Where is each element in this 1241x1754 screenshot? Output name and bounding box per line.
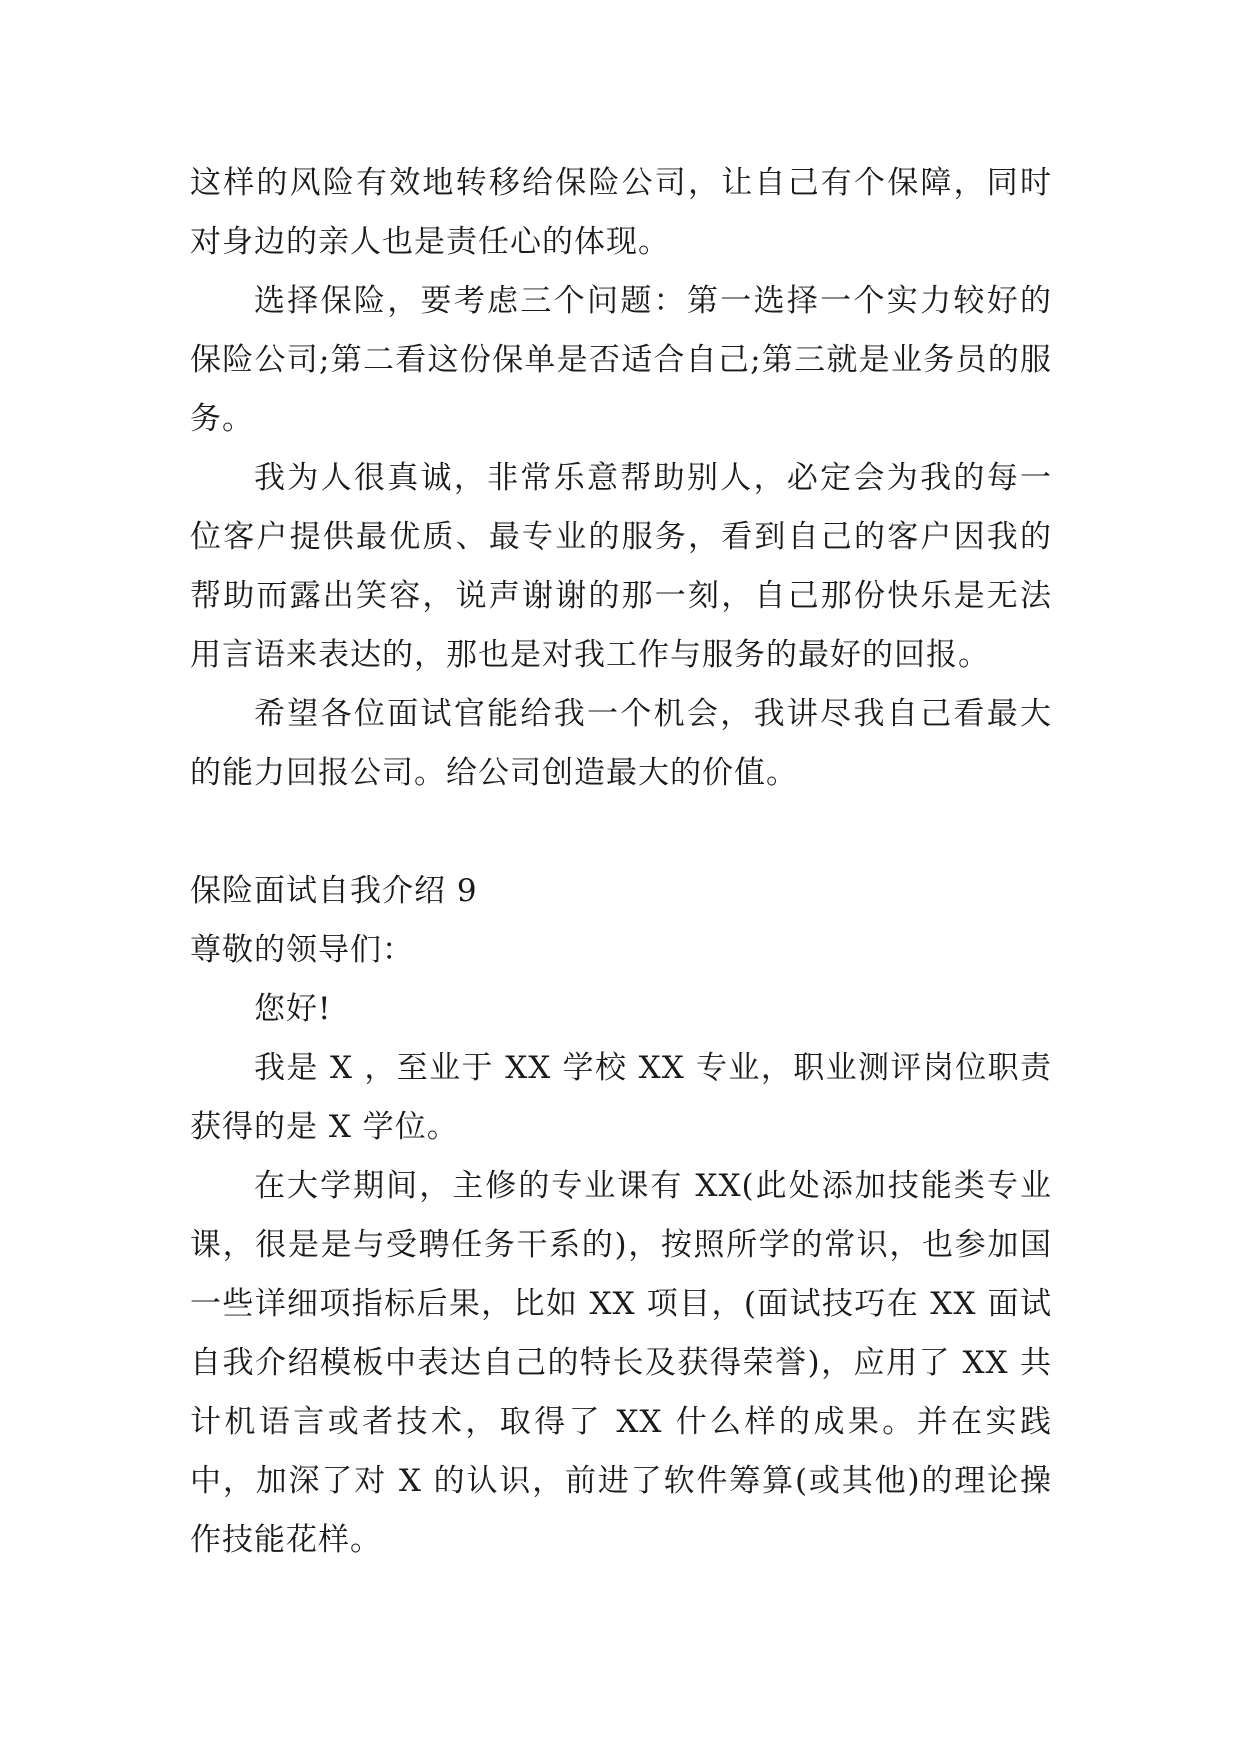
paragraph-hope: 希望各位面试官能给我一个机会，我讲尽我自己看最大的能力回报公司。给公司创造最大的价值。 <box>190 696 1052 791</box>
section-heading: 保险面试自我介绍 9 <box>190 873 478 909</box>
paragraph-sincerity: 我为人很真诚，非常乐意帮助别人，必定会为我的每一位客户提供最优质、最专业的服务，看到自己的客户因我的帮助而露出笑容，说声谢谢的那一刻，自己那份快乐是无法用言语来表达的，那也是对我工作与服务的最好的回报。 <box>190 460 1052 673</box>
paragraph-choose-insurance: 选择保险，要考虑三个问题：第一选择一个实力较好的保险公司;第二看这份保单是否适合自己;第三就是业务员的服务。 <box>190 283 1052 437</box>
paragraph-university: 在大学期间，主修的专业课有 XX(此处添加技能类专业课，很是是与受聘任务干系的)，按照所学的常识，也参加国一些详细项指标后果，比如 XX 项目，(面试技巧在 XX 面试自我介绍模板中表达自己的特长及获得荣誉)，应用了 XX 共计机语言或者技术，取得了 XX 什么样的成果。并在实践中，加深了对 X 的认识，前进了软件筹算(或其他)的理论操作技能花样。 <box>190 1168 1052 1558</box>
paragraph-self-intro: 我是 X ，至业于 XX 学校 XX 专业，职业测评岗位职责获得的是 X 学位。 <box>190 1050 1052 1145</box>
paragraph-continuation: 这样的风险有效地转移给保险公司，让自己有个保障，同时对身边的亲人也是责任心的体现。 <box>190 165 1052 260</box>
document-body <box>190 154 1052 1570</box>
section-spacer <box>190 803 1052 862</box>
greeting: 您好! <box>254 991 332 1027</box>
salutation: 尊敬的领导们： <box>190 932 414 968</box>
